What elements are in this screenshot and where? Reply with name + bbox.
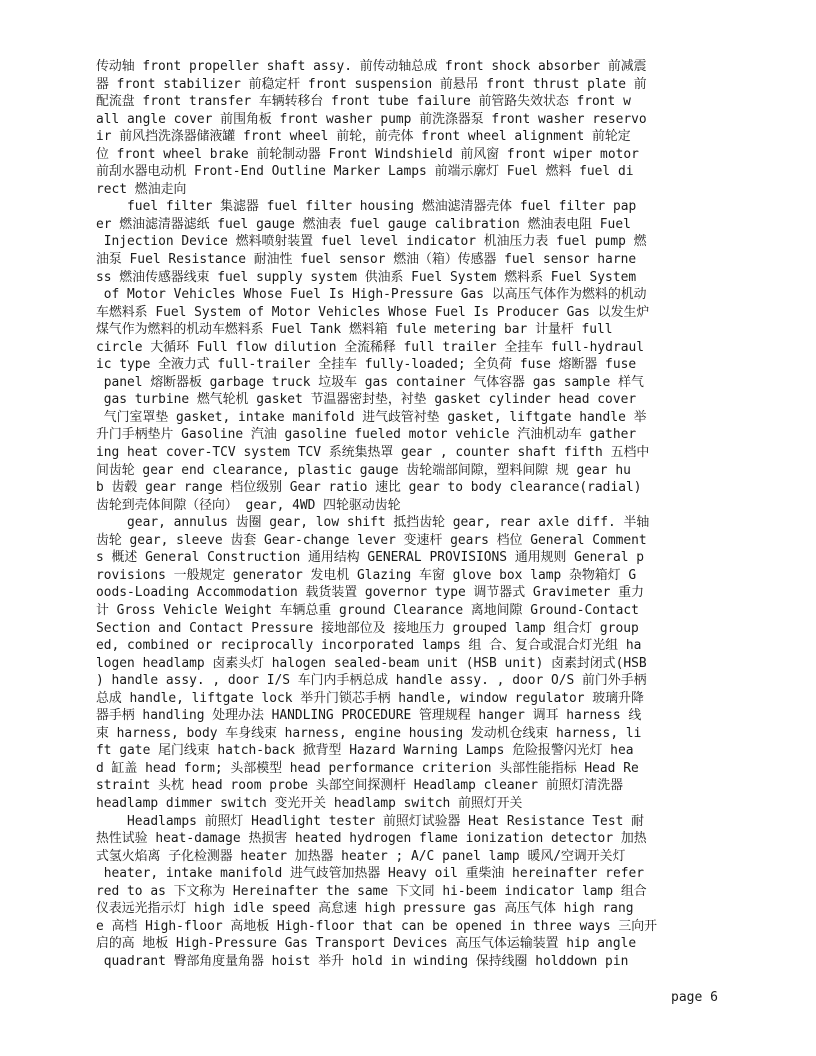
- page-number: page 6: [671, 990, 718, 1005]
- text-line: rect 燃油走向: [96, 181, 187, 197]
- text-line: 气门室罩垫 gasket, intake manifold 进气歧管衬垫 gasket, liftgate handle 举: [96, 409, 647, 425]
- paragraph: [96, 198, 722, 514]
- text-line: ed, combined or reciprocally incorporated lamps 组 合、复合或混合灯光组 ha: [96, 638, 642, 654]
- text-line: ss 燃油传感器线束 fuel supply system 供油系 Fuel System 燃料系 Fuel System: [96, 269, 637, 285]
- text-line: er 燃油滤清器滤纸 fuel gauge 燃油表 fuel gauge calibration 燃油表电阻 Fuel: [96, 216, 631, 232]
- text-line: Injection Device 燃料喷射装置 fuel level indicator 机油压力表 fuel pump 燃: [96, 234, 647, 250]
- text-line: e 高档 High-floor 高地板 High-floor that can be opened in three ways 三向开: [96, 918, 658, 934]
- text-line: 计 Gross Vehicle Weight 车辆总重 ground Clearance 离地间隙 Ground-Contact: [96, 602, 639, 618]
- text-line: oods-Loading Accommodation 载货装置 governor type 调节器式 Gravimeter 重力: [96, 585, 644, 601]
- text-line: 间齿轮 gear end clearance, plastic gauge 齿轮端部间隙，塑料间隙 规 gear hu: [96, 462, 631, 478]
- text-line: 总成 handle, liftgate lock 举升门锁芯手柄 handle, window regulator 玻璃升降: [96, 690, 644, 706]
- text-line: ing heat cover-TCV system TCV 系统集热罩 gear , counter shaft fifth 五档中: [96, 445, 650, 461]
- text-line: Section and Contact Pressure 接地部位及 接地压力 grouped lamp 组合灯 group: [96, 620, 639, 636]
- text-line: 传动轴 front propeller shaft assy. 前传动轴总成 front shock absorber 前减震: [96, 59, 647, 74]
- text-line: 齿轮 gear, sleeve 齿套 Gear-change lever 变速杆 gears 档位 General Comment: [96, 532, 647, 548]
- text-line: 热性试验 heat-damage 热损害 heated hydrogen flame ionization detector 加热: [96, 831, 647, 847]
- text-line: d 缸盖 head form; 头部模型 head performance criterion 头部性能指标 Head Re: [96, 760, 639, 776]
- text-line: heater, intake manifold 进气歧管加热器 Heavy oil 重柴油 hereinafter refer: [96, 866, 644, 882]
- text-line: 车燃料系 Fuel System of Motor Vehicles Whose Fuel Is Producer Gas 以发生炉: [96, 304, 650, 320]
- text-line: 器手柄 handling 处理办法 HANDLING PROCEDURE 管理规程 hanger 调耳 harness 线: [96, 708, 642, 724]
- text-line: Headlamps 前照灯 Headlight tester 前照灯试验器 Heat Resistance Test 耐: [96, 813, 644, 829]
- paragraph: [96, 58, 722, 198]
- text-line: 仪表远光指示灯 high idle speed 高怠速 high pressure gas 高压气体 high rang: [96, 901, 634, 917]
- text-line: fuel filter 集滤器 fuel filter housing 燃油滤清器壳体 fuel filter pap: [96, 199, 637, 215]
- text-line: 前刮水器电动机 Front-End Outline Marker Lamps 前端示廓灯 Fuel 燃料 fuel di: [96, 164, 634, 180]
- paragraph: [96, 514, 722, 812]
- text-line: 齿轮到壳体间隙（径向） gear, 4WD 四轮驱动齿轮: [96, 497, 401, 513]
- text-line: panel 熔断器板 garbage truck 垃圾车 gas container 气体容器 gas sample 样气: [96, 374, 644, 390]
- text-line: quadrant 臀部角度量角器 hoist 举升 hold in winding 保持线圈 holddown pin: [96, 953, 629, 969]
- paragraph: [96, 813, 722, 971]
- text-line: 束 harness, body 车身线束 harness, engine housing 发动机仓线束 harness, li: [96, 725, 642, 741]
- text-line: headlamp dimmer switch 变光开关 headlamp switch 前照灯开关: [96, 795, 523, 811]
- text-line: ir 前风挡洗涤器储液罐 front wheel 前轮，前壳体 front wheel alignment 前轮定: [96, 129, 631, 145]
- text-line: rovisions 一般规定 generator 发电机 Glazing 车窗 glove box lamp 杂物箱灯 G: [96, 567, 637, 583]
- text-line: circle 大循环 Full flow dilution 全流稀释 full trailer 全挂车 full-hydraul: [96, 339, 644, 355]
- text-line: logen headlamp 卤素头灯 halogen sealed-beam unit (HSB unit) 卤素封闭式(HSB: [96, 655, 647, 671]
- text-line: 式氢火焰离 子化检测器 heater 加热器 heater ; A/C panel lamp 暖风/空调开关灯: [96, 848, 626, 864]
- text-line: all angle cover 前围角板 front washer pump 前洗涤器泵 front washer reservo: [96, 111, 647, 127]
- text-line: 煤气作为燃料的机动车燃料系 Fuel Tank 燃料箱 fule metering bar 计量杆 full: [96, 322, 613, 338]
- text-line: ft gate 尾门线束 hatch-back 掀背型 Hazard Warning Lamps 危险报警闪光灯 hea: [96, 743, 634, 759]
- text-line: gas turbine 燃气轮机 gasket 节温器密封垫，衬垫 gasket cylinder head cover: [96, 392, 637, 408]
- text-line: gear, annulus 齿圈 gear, low shift 抵挡齿轮 gear, rear axle diff. 半轴: [96, 515, 650, 531]
- text-line: 位 front wheel brake 前轮制动器 Front Windshield 前风窗 front wiper motor: [96, 146, 639, 162]
- text-line: red to as 下文称为 Hereinafter the same 下文同 hi-beem indicator lamp 组合: [96, 883, 647, 899]
- text-line: ic type 全液力式 full-trailer 全挂车 fully-loaded; 全负荷 fuse 熔断器 fuse: [96, 357, 637, 373]
- text-line: straint 头枕 head room probe 头部空间探测杆 Headlamp cleaner 前照灯清洗器: [96, 778, 624, 794]
- text-line: s 概述 General Construction 通用结构 GENERAL PROVISIONS 通用规则 General p: [96, 550, 644, 566]
- text-line: b 齿毂 gear range 档位级别 Gear ratio 速比 gear to body clearance(radial): [96, 480, 642, 496]
- text-line: 器 front stabilizer 前稳定杆 front suspension 前悬吊 front thrust plate 前: [96, 76, 647, 92]
- text-line: of Motor Vehicles Whose Fuel Is High-Pressure Gas 以高压气体作为燃料的机动: [96, 287, 647, 303]
- text-line: 配流盘 front transfer 车辆转移台 front tube failure 前管路失效状态 front w: [96, 94, 631, 110]
- text-line: 油泵 Fuel Resistance 耐油性 fuel sensor 燃油（箱）传感器 fuel sensor harne: [96, 252, 637, 268]
- text-line: 启的高 地板 High-Pressure Gas Transport Devices 高压气体运输装置 hip angle: [96, 936, 637, 952]
- text-line: 升门手柄垫片 Gasoline 汽油 gasoline fueled motor vehicle 汽油机动车 gather: [96, 427, 637, 443]
- document-body: [96, 58, 722, 970]
- text-line: ) handle assy. , door I/S 车门内手柄总成 handle assy. , door O/S 前门外手柄: [96, 673, 647, 689]
